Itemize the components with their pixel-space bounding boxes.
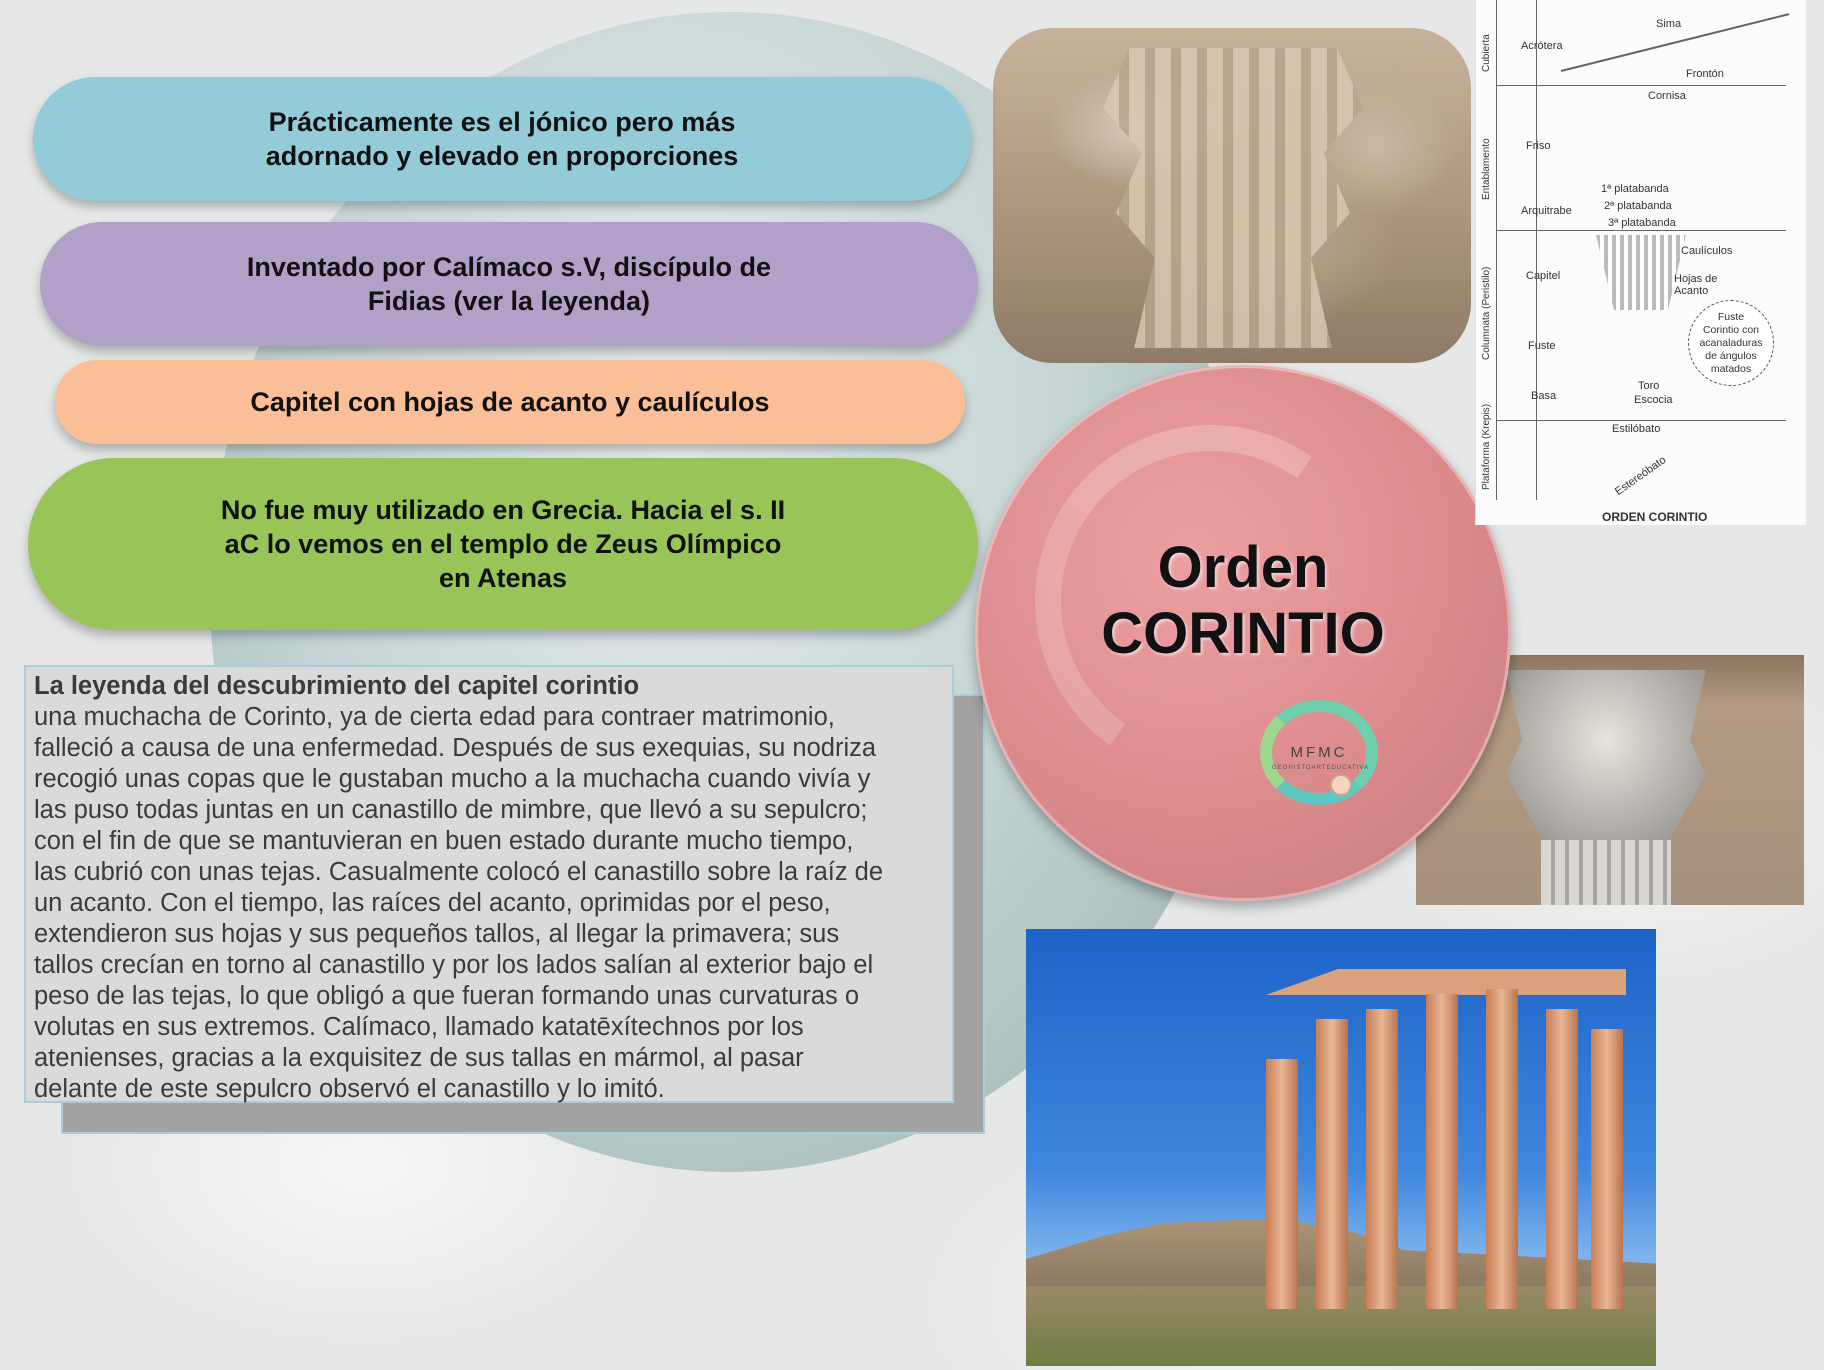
- legend-line: las puso todas juntas en un canastillo de mimbre, que llevó a su sepulcro;: [34, 796, 868, 824]
- diagram-divider: [1496, 85, 1786, 86]
- capital-image: [1506, 670, 1706, 845]
- temple-of-zeus-photo: [1026, 929, 1656, 1366]
- temple-column: [1591, 1029, 1623, 1309]
- legend-line: con el fin de que se mantuvieran en buen estado durante mucho tiempo,: [34, 827, 854, 855]
- diagram-axis-line: [1496, 0, 1497, 500]
- legend-line: un acanto. Con el tiempo, las raíces del acanto, oprimidas por el peso,: [34, 889, 831, 917]
- legend-box: [24, 665, 954, 1103]
- label-platabanda-3: 3ª platabanda: [1608, 217, 1676, 229]
- temple-column: [1486, 989, 1518, 1309]
- label-columnata: Columnata (Peristilo): [1481, 266, 1492, 360]
- info-pill-proportions: Prácticamente es el jónico pero más adornado y elevado en proporciones: [33, 77, 971, 201]
- label-fuste: Fuste: [1528, 340, 1556, 352]
- label-entablamento: Entablamento: [1481, 138, 1492, 200]
- label-plataforma: Plataforma (Krepis): [1481, 403, 1492, 490]
- label-cauliculos: Caulículos: [1681, 245, 1733, 257]
- info-pill-capital: Capitel con hojas de acanto y caulículos: [55, 360, 965, 444]
- mfmc-logo: MFMC GEOHISTOARTEDUCATIVA: [1260, 700, 1378, 805]
- legend-title: La leyenda del descubrimiento del capitel corintio: [34, 672, 640, 700]
- legend-line: atenienses, gracias a la exquisitez de sus tallas en mármol, al pasar: [34, 1044, 804, 1072]
- temple-column: [1366, 1009, 1398, 1309]
- capital-closeup-photo: [993, 28, 1471, 363]
- label-cubierta: Cubierta: [1481, 34, 1492, 72]
- temple-column: [1546, 1009, 1578, 1309]
- diagram-divider: [1496, 420, 1786, 421]
- column-shaft-image: [1541, 840, 1671, 905]
- corinthian-order-diagram: [1475, 0, 1806, 525]
- label-hojas-acanto: Hojas de Acanto: [1674, 273, 1718, 297]
- label-friso: Friso: [1526, 140, 1551, 152]
- fuste-note-badge: Fuste Corintio con acanaladuras de ángulos matados: [1688, 300, 1774, 386]
- info-pill-usage: No fue muy utilizado en Grecia. Hacia el s. II aC lo vemos en el templo de Zeus Olímpico en Atenas: [28, 458, 978, 630]
- temple-column: [1316, 1019, 1348, 1309]
- legend-line: volutas en sus extremos. Calímaco, llamado katatēxítechnos por los: [34, 1013, 804, 1041]
- legend-line: recogió unas copas que le gustaban mucho a la muchacha cuando vivía y: [34, 765, 871, 793]
- legend-line: una muchacha de Corinto, ya de cierta edad para contraer matrimonio,: [34, 703, 835, 731]
- diagram-capital: [1596, 235, 1686, 310]
- label-acrotera: Acrótera: [1521, 40, 1563, 52]
- label-sima: Sima: [1656, 18, 1682, 30]
- label-estilobato: Estilóbato: [1612, 423, 1661, 435]
- diagram-axis-line: [1536, 0, 1537, 500]
- legend-line: tallos crecían en torno al canastillo y por los lados salían al exterior bajo el: [34, 951, 874, 979]
- label-platabanda-2: 2ª platabanda: [1604, 200, 1672, 212]
- label-escocia: Escocia: [1634, 394, 1673, 406]
- temple-column: [1266, 1059, 1298, 1309]
- diagram-divider: [1496, 230, 1786, 231]
- title-circle: [975, 365, 1511, 901]
- label-cornisa: Cornisa: [1648, 90, 1686, 102]
- temple-column: [1426, 994, 1458, 1309]
- label-basa: Basa: [1531, 390, 1557, 402]
- acanthus-capital-image: [1103, 48, 1363, 348]
- label-fronton: Frontón: [1686, 68, 1724, 80]
- legend-line: delante de este sepulcro observó el canastillo y lo imitó.: [34, 1075, 665, 1103]
- temple-entablature: [1266, 969, 1626, 995]
- temple-columns: [1266, 969, 1626, 1309]
- main-title: Orden CORINTIO: [1101, 535, 1385, 666]
- label-capitel: Capitel: [1526, 270, 1561, 282]
- diagram-caption: ORDEN CORINTIO: [1602, 510, 1708, 524]
- legend-line: extendieron sus hojas y sus pequeños tallos, al llegar la primavera; sus: [34, 920, 840, 948]
- info-pill-inventor: Inventado por Calímaco s.V, discípulo de Fidias (ver la leyenda): [40, 222, 978, 346]
- label-platabanda-1: 1ª platabanda: [1601, 183, 1669, 195]
- legend-line: falleció a causa de una enfermedad. Después de sus exequias, su nodriza: [34, 734, 877, 762]
- label-estereobato: Estereóbato: [1612, 454, 1669, 498]
- logo-face-icon: [1330, 774, 1352, 796]
- legend-line: peso de las tejas, lo que obligó a que fueran formando unas curvaturas o: [34, 982, 860, 1010]
- label-toro: Toro: [1638, 380, 1660, 392]
- legend-line: las cubrió con unas tejas. Casualmente colocó el canastillo sobre la raíz de: [34, 858, 884, 886]
- label-arquitrabe: Arquitrabe: [1521, 205, 1572, 217]
